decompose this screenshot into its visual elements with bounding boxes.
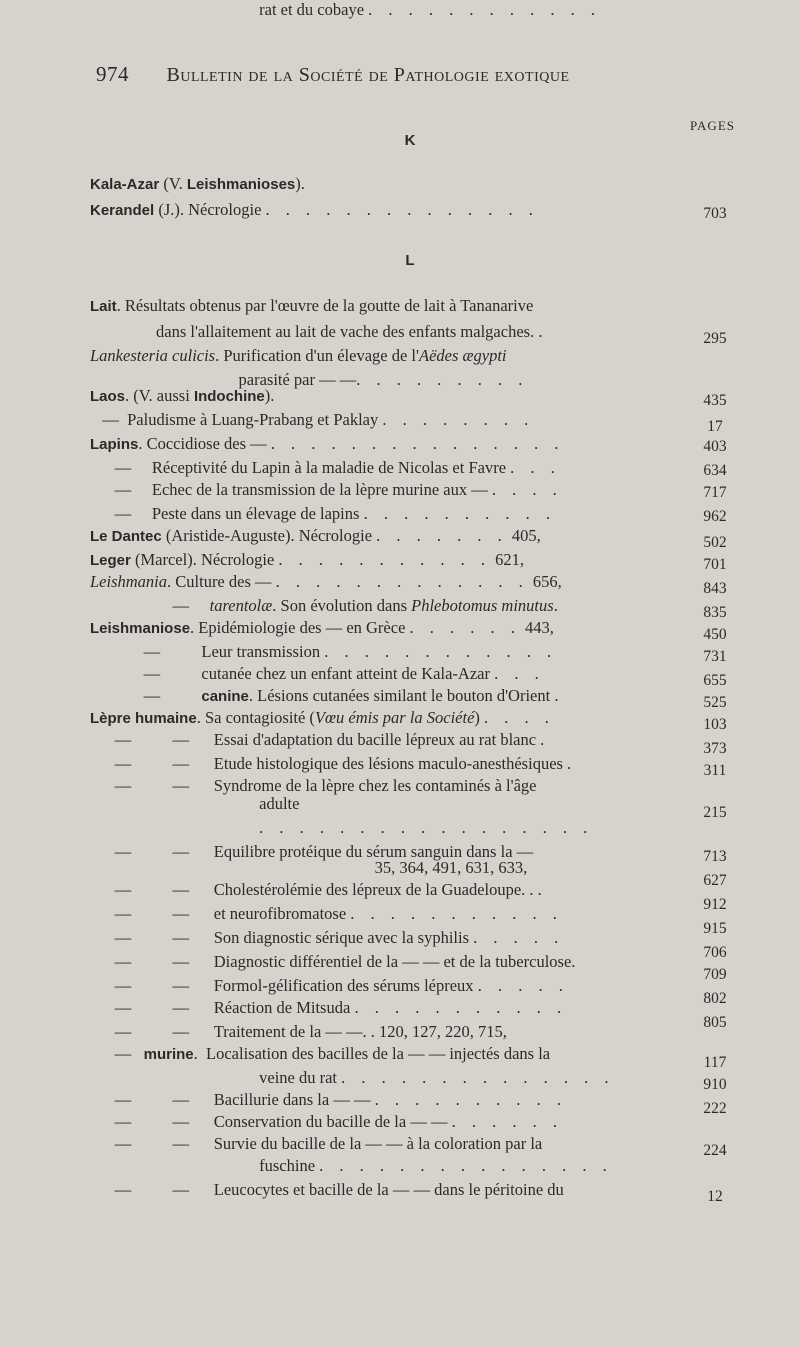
page-ref: 311 [703, 762, 727, 779]
index-line: Laos. (V. aussi Indochine). [90, 386, 275, 405]
index-line: — — Equilibre protéique du sérum sanguin dans la — [90, 842, 534, 861]
page-ref: 805 [703, 1014, 727, 1031]
index-line: dans l'allaitement au lait de vache des enfants malgaches. . [90, 322, 543, 341]
page-ref: 435 [703, 392, 727, 409]
index-line: parasité par — —. . . . . . . . . [90, 370, 529, 389]
page-ref: 915 [703, 920, 727, 937]
index-line: — — Essai d'adaptation du bacille lépreux au rat blanc . [90, 730, 545, 749]
page-ref: 843 [703, 580, 727, 597]
index-line: . . . . . . . . . . . . . . . . . [259, 818, 594, 837]
section-letter-l: L [405, 252, 415, 269]
page-ref: 215 [703, 804, 727, 821]
page-number: 974 [96, 62, 129, 86]
page-ref: 962 [703, 508, 727, 525]
index-line: rat et du cobaye . . . . . . . . . . . . [90, 0, 602, 19]
page-ref: 12 [707, 1188, 723, 1205]
page-ref: 525 [703, 694, 727, 711]
page-ref: 222 [703, 1100, 727, 1117]
page-ref: 403 [703, 438, 727, 455]
page-ref: 224 [703, 1142, 727, 1159]
index-line: Lankesteria culicis. Purification d'un élevage de l'Aëdes ægypti [90, 346, 507, 365]
page-ref: 802 [703, 990, 727, 1007]
page-ref: 731 [703, 648, 727, 665]
index-line: — tarentolæ. Son évolution dans Phlebotomus minutus. [90, 596, 558, 615]
page-ref: 655 [703, 672, 727, 689]
page-ref: 709 [703, 966, 727, 983]
page-ref: 912 [703, 896, 727, 913]
page-ref: 103 [703, 716, 727, 733]
index-line: adulte [90, 794, 300, 813]
index-line: Lapins. Coccidiose des — . . . . . . . . . . . . . . . [90, 434, 565, 453]
page-ref: 835 [703, 604, 727, 621]
index-line: — Peste dans un élevage de lapins . . . . . . . . . . [90, 504, 556, 523]
page-ref: 706 [703, 944, 727, 961]
running-header [96, 62, 570, 87]
page-ref: 701 [703, 556, 727, 573]
page-ref: 295 [703, 330, 727, 347]
index-line: — murine. Localisation des bacilles de la — — injectés dans la [90, 1044, 551, 1063]
index-line: Leger (Marcel). Nécrologie . . . . . . . . . . . 621, [90, 550, 524, 569]
page-ref: 373 [703, 740, 727, 757]
index-line: — — Survie du bacille de la — — à la coloration par la [90, 1134, 543, 1153]
index-line: — — Leucocytes et bacille de la — — dans le péritoine du [90, 1180, 564, 1199]
index-line: 35, 364, 491, 631, 633, [90, 858, 528, 877]
index-line: Lait. Résultats obtenus par l'œuvre de la goutte de lait à Tananarive [90, 296, 534, 315]
page-ref: 717 [703, 484, 727, 501]
index-line: — — Conservation du bacille de la — — . . . . . . [90, 1112, 563, 1131]
index-line: — Echec de la transmission de la lèpre murine aux — . . . . [90, 480, 563, 499]
pages-column-label: PAGES [690, 118, 735, 133]
page-ref: 713 [703, 848, 727, 865]
index-line: — — Réaction de Mitsuda . . . . . . . . . . . [90, 998, 568, 1017]
index-line: — canine. Lésions cutanées similant le bouton d'Orient . [90, 686, 559, 705]
index-line: — Paludisme à Luang-Prabang et Paklay . . . . . . . . [90, 410, 535, 429]
index-line: — — Diagnostic différentiel de la — — et de la tuberculose. [90, 952, 576, 971]
index-line: — — Etude histologique des lésions maculo-anesthésiques . [90, 754, 572, 773]
index-line: — — Syndrome de la lèpre chez les contaminés à l'âge [90, 776, 537, 795]
section-letter-k: K [404, 132, 416, 149]
index-line: — Réceptivité du Lapin à la maladie de Nicolas et Favre . . . [90, 458, 561, 477]
page-ref: 17 [707, 418, 723, 435]
page-ref: 703 [703, 205, 727, 222]
index-line: Leishmaniose. Epidémiologie des — en Grèce . . . . . . 443, [90, 618, 554, 637]
page-ref: 910 [703, 1076, 727, 1093]
page-ref: 627 [703, 872, 727, 889]
index-line: Leishmania. Culture des — . . . . . . . . . . . . . 656, [90, 572, 562, 591]
index-line: Le Dantec (Aristide-Auguste). Nécrologie . . . . . . . 405, [90, 526, 541, 545]
index-line: fuschine . . . . . . . . . . . . . . . [90, 1156, 613, 1175]
page-ref: 634 [703, 462, 727, 479]
index-line: Kala-Azar (V. Leishmanioses). [90, 174, 305, 193]
index-line: — cutanée chez un enfant atteint de Kala-Azar . . . [90, 664, 545, 683]
page-ref: 117 [703, 1054, 727, 1071]
index-line: — — Son diagnostic sérique avec la syphilis . . . . . [90, 928, 565, 947]
index-line: — — et neurofibromatose . . . . . . . . . . . [90, 904, 563, 923]
index-line: Lèpre humaine. Sa contagiosité (Vœu émis par la Société) . . . . [90, 708, 555, 727]
index-line: — — Formol-gélification des sérums lépreux . . . . . [90, 976, 569, 995]
page-ref: 502 [703, 534, 727, 551]
index-line: veine du rat . . . . . . . . . . . . . . [90, 1068, 615, 1087]
index-line: Kerandel (J.). Nécrologie . . . . . . . . . . . . . . [90, 200, 539, 219]
index-line: — — Traitement de la — —. . 120, 127, 220, 715, [90, 1022, 507, 1041]
page-ref: 450 [703, 626, 727, 643]
index-line: — — Bacillurie dans la — — . . . . . . . . . . [90, 1090, 567, 1109]
journal-title: Bulletin de la Société de Pathologie exotique [166, 64, 570, 86]
index-line: — Leur transmission . . . . . . . . . . . . [90, 642, 558, 661]
index-line: — — Cholestérolémie des lépreux de la Guadeloupe. . . [90, 880, 542, 899]
